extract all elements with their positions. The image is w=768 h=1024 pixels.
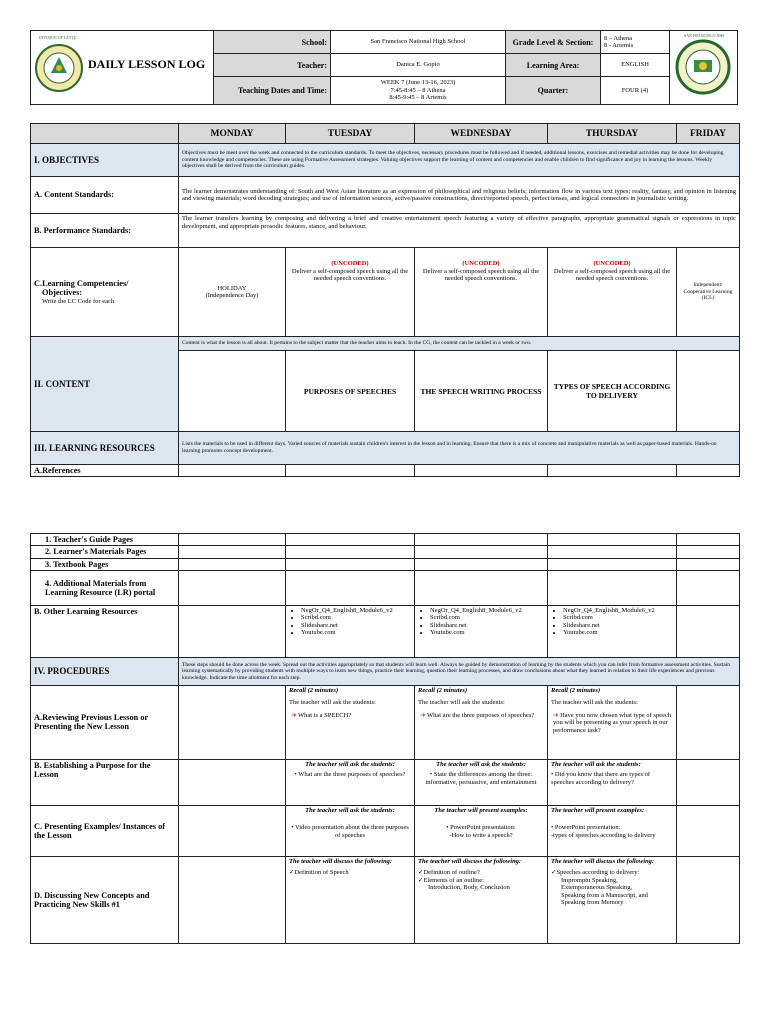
grade-label: Grade Level & Section: [506,31,601,54]
content-monday [179,351,286,432]
dates-line-2: 7:45-8:45 – 8 Athena [390,86,446,94]
lesson-table-part-1 [30,123,740,477]
uncoded-wednesday: (UNCODED) [462,260,500,267]
procedure-b-wednesday-heading: The teacher will ask the students: [436,760,526,768]
competency-thursday [548,248,677,337]
procedure-a-wednesday-2-row [418,712,544,720]
procedure-b-thursday-1: • Did you know that there are types of speeches according to delivery? [551,771,651,786]
competency-wednesday [415,248,548,337]
content-friday [677,351,740,432]
day-friday: FRIDAY [677,124,740,144]
dates-value [331,77,506,105]
am-label: 4. Additional Materials from Learning Resource (LR) portal [31,570,179,605]
procedure-a-tuesday-1: The teacher will ask the students: [289,699,376,707]
page-title: DAILY LESSON LOG [88,57,206,71]
procedure-a-thursday-2: Have you now chosen what type of speech you will be presenting as your speech in our performance task? [553,711,672,734]
competency-monday [179,248,286,337]
list-item: • NegOr_Q4_English8_Module6_v2 [430,607,544,615]
tg-label: 1. Teacher's Guide Pages [31,534,179,546]
content-thursday: TYPES OF SPEECH ACCORDING TO DELIVERY [548,351,677,432]
procedure-b-thursday [548,759,677,805]
procedure-b-label: B. Establishing a Purpose for the Lesson [31,759,179,805]
competency-tuesday-text: Deliver a self-composed speech using all the needed speech conventions. [291,267,409,282]
title-cell [31,31,214,105]
objectives-text: Objectives must be meet over the week and connected to the curriculum standards. To meet the objectives, necessary procedures must be followed and if needed, additional lessons, exercises and remedial activities may be done for developing content knowledge and competencies. These are using Formative Assessment strategies. Valuing objectives support the learning of content and competencies and enable children to find significance and joy in learning the lessons. Weekly objectives shall be derived from the curriculum guides. [179,144,740,177]
procedure-d-thursday-1: ✓ Speeches according to delivery: [551,869,673,877]
school-logo [675,39,731,95]
procedure-d-tuesday [286,856,415,943]
performance-standards-label: B. Performance Standards: [31,214,179,248]
school-logo-text: SAN FRANCISCO NHS [684,33,725,38]
procedure-d-wednesday-1: ✓ Definition of outline? [418,869,544,877]
list-item: • Youtube.com [301,629,411,637]
references-label: A.References [31,465,179,477]
lm-label: 2. Learner's Materials Pages [31,546,179,558]
day-wednesday: WEDNESDAY [415,124,548,144]
content-standards-label: A. Content Standards: [31,177,179,214]
teacher-label: Teacher: [214,54,331,77]
procedure-a-wednesday-heading: Recall (2 minutes) [418,686,468,694]
day-monday: MONDAY [179,124,286,144]
lesson-table-part-2 [30,533,740,944]
procedure-d-thursday-4: Speaking from a Manuscript, and [561,891,648,899]
procedure-c-tuesday-heading: The teacher will ask the students: [305,806,395,814]
references-thursday [548,465,677,477]
school-label: School: [214,31,331,54]
content-label: II. CONTENT [31,337,179,432]
list-item: • Youtube.com [563,629,673,637]
procedure-d-wednesday-2: ✓ Elements of an outline: [418,877,544,885]
procedure-d-wednesday-3: Introduction, Body, Conclusion [428,884,510,892]
procedure-d-thursday-3: Extemporaneous Speaking, [561,884,633,892]
procedure-c-label: C. Presenting Examples/ Instances of the Lesson [31,805,179,856]
procedure-a-tuesday-2: What is a SPEECH? [297,711,352,719]
procedure-b-tuesday-heading: The teacher will ask the students: [305,760,395,768]
procedures-text: These steps should be done across the week. Spread out the activities appropriately so that students will learn well. Always be guided by demonstration of learning by the students which you can infer from formative assessment activities. Sustain learning systematically by providing students with multiple ways to learn new things, practice their learning, question their learning processes, and draw conclusions about what they learned in relation to their life experiences and previous knowledge. Indicate the time allotment for each step. [179,657,740,685]
list-item: • Scribd.com [563,614,673,622]
procedures-label: IV. PROCEDURES [31,657,179,685]
procedure-a-thursday-1: The teacher will ask the students: [551,699,638,707]
deped-logo-text: DIVISION OF LEYTE [39,35,77,40]
pointer-icon: ➜ [420,711,427,719]
day-tuesday: TUESDAY [286,124,415,144]
procedure-a-tuesday [286,685,415,759]
list-item: • NegOr_Q4_English8_Module6_v2 [563,607,673,615]
quarter-value: FOUR (4) [601,77,670,105]
procedure-c-thursday-heading: The teacher will present examples: [551,806,645,814]
procedure-c-tuesday-1: • Video presentation about the three purposes of speeches [291,824,409,839]
resources-text: Lists the materials to be used in different days. Varied sources of materials sustain children's interest in the lesson and in learning. Ensure that there is a mix of concrete and manipulative materials as well as paper-based materials. Hands-on learning promotes concept development. [179,432,740,465]
blank-header [31,124,179,144]
procedure-d-wednesday-heading: The teacher will discuss the following: [418,857,522,865]
procedure-b-wednesday [415,759,548,805]
list-item: • NegOr_Q4_English8_Module6_v2 [301,607,411,615]
procedure-d-wednesday [415,856,548,943]
content-tuesday: PURPOSES OF SPEECHES [286,351,415,432]
list-item: • Slideshare.net [301,622,411,630]
procedure-d-tuesday-heading: The teacher will discuss the following: [289,857,393,865]
grade-line-1: 8 – Athena [604,34,633,42]
competency-wednesday-text: Deliver a self-composed speech using all the needed speech conventions. [422,267,540,282]
content-note: Content is what the lesson is all about. It pertains to the subject matter that the teacher aims to teach. In the CG, the content can be tackled in a week or two. [179,337,740,351]
procedure-b-tuesday-1: • What are the three purposes of speeches? [294,771,406,779]
deped-logo [34,43,84,93]
school-logo-cell [670,31,738,105]
procedure-a-thursday-heading: Recall (2 minutes) [551,686,601,694]
school-value: San Francisco National High School [331,31,506,54]
pointer-icon: ➜ [553,711,561,719]
other-resources-tuesday [286,605,415,657]
content-wednesday: THE SPEECH WRITING PROCESS [415,351,548,432]
procedure-a-label: A.Reviewing Previous Lesson or Presenting the New Lesson [31,685,179,759]
competencies-label-1: C.Learning Competencies/ [34,278,129,288]
procedure-d-thursday-5: Speaking from Memory [561,899,624,907]
list-item: • Slideshare.net [563,622,673,630]
procedure-b-tuesday [286,759,415,805]
competency-friday: Independent/ Cooperative Learning (ICL) [677,248,740,337]
holiday-text: HOLIDAY [217,284,247,292]
procedure-a-tuesday-2-row [289,712,411,720]
holiday-reason: (Independence Day) [205,292,259,299]
procedure-b-thursday-heading: The teacher will ask the students: [551,760,641,768]
references-monday [179,465,286,477]
area-value: ENGLISH [601,54,670,77]
resources-label: III. LEARNING RESOURCES [31,432,179,465]
procedure-a-wednesday-1: The teacher will ask the students: [418,699,505,707]
procedure-d-tuesday-1: ✓ Definition of Speech [289,869,411,877]
dates-line-1: WEEK 7 (June 13-16, 2023) [380,79,456,87]
procedure-c-wednesday-1: • PowerPoint presentation: [446,824,516,832]
competencies-label [31,248,179,337]
other-resources-label: B. Other Learning Resources [31,605,179,657]
procedure-c-thursday-1: • PowerPoint presentation: [551,824,621,832]
procedure-c-wednesday-heading: The teacher will present examples: [434,806,528,814]
procedure-d-label: D. Discussing New Concepts and Practicing New Skills #1 [31,856,179,943]
procedure-d-thursday [548,856,677,943]
pointer-icon: ➜ [291,711,298,719]
procedure-c-wednesday [415,805,548,856]
tb-label: 3. Textbook Pages [31,558,179,570]
procedure-c-thursday-2: -types of speeches according to delivery [551,831,656,839]
references-tuesday [286,465,415,477]
grade-line-2: 8 - Artemis [604,42,634,49]
procedure-a-thursday [548,685,677,759]
procedure-d-thursday-heading: The teacher will discuss the following: [551,857,655,865]
references-wednesday [415,465,548,477]
competencies-label-2: Objectives: [42,288,83,298]
list-item: • Slideshare.net [430,622,544,630]
procedure-b-wednesday-1: • State the differences among the three: informative, persuasive, and entertainment [425,771,537,786]
procedure-c-wednesday-2: -How to write a speech? [449,831,513,839]
quarter-label: Quarter: [506,77,601,105]
competency-tuesday [286,248,415,337]
grade-value [601,31,670,54]
uncoded-thursday: (UNCODED) [593,260,631,267]
dates-label: Teaching Dates and Time: [214,77,331,105]
header-table [30,30,738,105]
procedure-c-thursday [548,805,677,856]
performance-standards-text: The learner transfers learning by composing and delivering a brief and creative entertainment speech featuring a variety of effective paragraphs, appropriate grammatical signals or expressions in topic development, and appropriate prosodic features, stance, and behaviour. [179,214,740,248]
references-friday [677,465,740,477]
procedure-d-thursday-2: Impromptu Speaking, [561,876,618,884]
competency-thursday-text: Deliver a self-composed speech using all the needed speech conventions. [553,267,671,282]
content-standards-text: The learner demonstrates understanding of: South and West Asian literature as an expression of philosophical and religious beliefs; information flow in various text types; reality, fantasy, and opinion in listening and viewing materials; word decoding strategies; and use of information sources, active/passive constructions, direct/reported speech, perfect tenses, and logical connectors in journalistic writing. [179,177,740,214]
other-resources-wednesday [415,605,548,657]
procedure-a-tuesday-heading: Recall (2 minutes) [289,686,339,694]
teacher-value: Danica E. Gopio [331,54,506,77]
day-thursday: THURSDAY [548,124,677,144]
list-item: • Youtube.com [430,629,544,637]
other-resources-thursday [548,605,677,657]
procedure-c-tuesday [286,805,415,856]
procedure-a-wednesday-2: What are the three purposes of speeches? [426,711,535,719]
area-label: Learning Area: [506,54,601,77]
procedure-a-thursday-2-row [551,712,673,735]
list-item: • Scribd.com [301,614,411,622]
objectives-label: I. OBJECTIVES [31,144,179,177]
procedure-a-wednesday [415,685,548,759]
dates-line-3: 8:45-9:45 – 8 Artemis [389,94,447,102]
uncoded-tuesday: (UNCODED) [331,260,369,267]
competencies-label-3: Write the LC Code for each [42,297,115,305]
list-item: • Scribd.com [430,614,544,622]
